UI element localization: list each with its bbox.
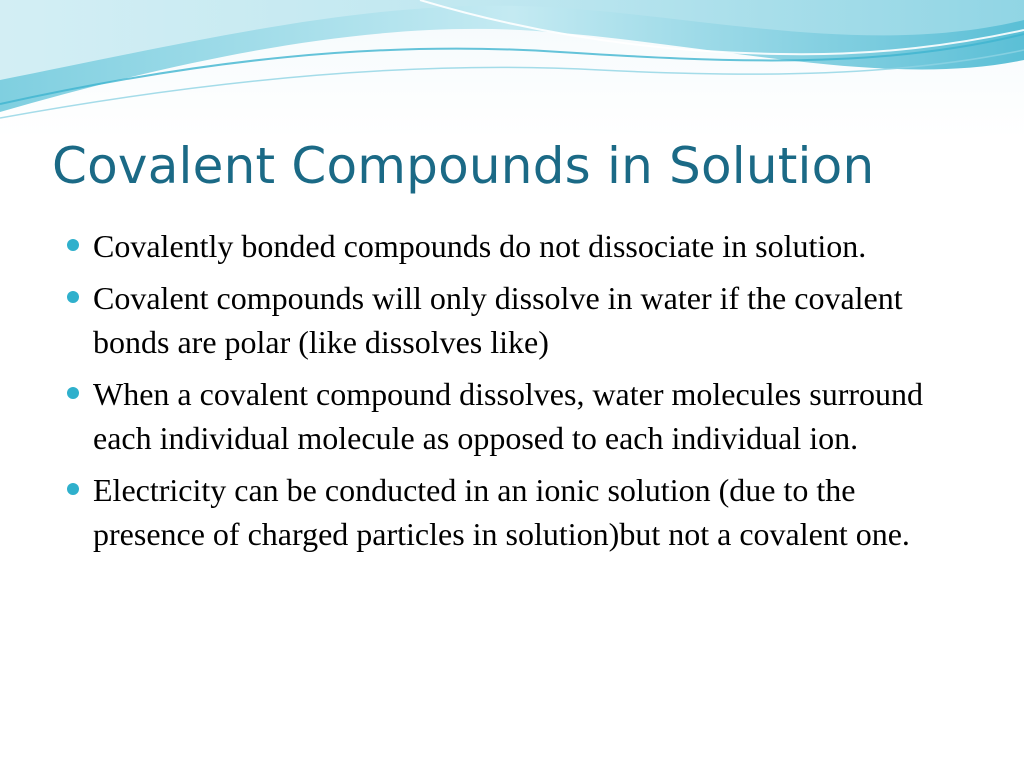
bullet-item — [60, 276, 970, 364]
bullet-marker-icon — [67, 387, 79, 399]
bullet-text: When a covalent compound dissolves, water molecules surround each individual molecule as opposed to each individual ion. — [93, 376, 923, 456]
header-wave-decoration — [0, 0, 1024, 130]
bullet-marker-icon — [67, 239, 79, 251]
bullet-item — [60, 224, 970, 268]
bullet-marker-icon — [67, 483, 79, 495]
bullet-marker-icon — [67, 291, 79, 303]
bullet-text: Covalently bonded compounds do not dissociate in solution. — [93, 228, 867, 264]
bullet-item — [60, 372, 970, 460]
bullet-list — [60, 224, 970, 564]
slide-title: Covalent Compounds in Solution — [52, 137, 875, 195]
bullet-item — [60, 468, 970, 556]
bullet-text: Electricity can be conducted in an ionic solution (due to the presence of charged particles in solution)but not a covalent one. — [93, 472, 910, 552]
bullet-text: Covalent compounds will only dissolve in water if the covalent bonds are polar (like dissolves like) — [93, 280, 903, 360]
